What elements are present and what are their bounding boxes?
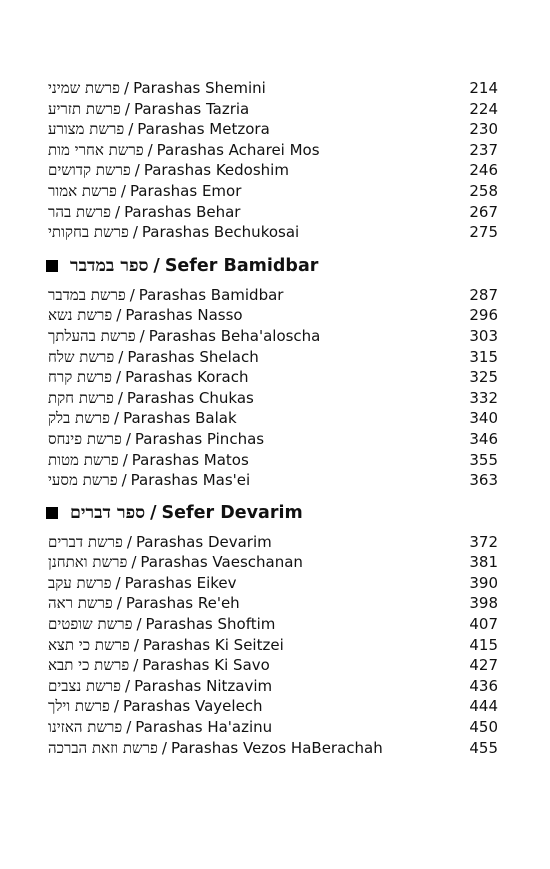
toc-row (48, 532, 498, 553)
toc-row (48, 140, 498, 161)
separator: / (133, 635, 139, 654)
page-number: 407 (469, 615, 498, 634)
separator: / (126, 532, 132, 551)
page-number: 390 (469, 573, 498, 592)
hebrew-title: פרשת אחרי מות (48, 140, 144, 159)
page-number: 444 (469, 697, 498, 716)
toc-row (48, 160, 498, 181)
separator: / (114, 409, 120, 428)
separator: / (120, 181, 126, 200)
separator: / (116, 368, 122, 387)
toc-row (48, 119, 498, 140)
hebrew-title: פרשת שמיני (48, 79, 121, 97)
english-title: Parashas Ki Savo (142, 656, 270, 675)
english-title: Parashas Nitzavim (134, 676, 273, 695)
separator: / (128, 120, 134, 139)
toc-group-bamidbar (48, 255, 498, 491)
toc-row (48, 676, 498, 697)
toc-row (48, 202, 498, 223)
separator: / (124, 79, 130, 97)
english-title: Parashas Shemini (133, 79, 266, 97)
hebrew-title: פרשת כי תבא (48, 656, 130, 675)
toc-row (48, 347, 498, 368)
separator: / (133, 656, 139, 675)
hebrew-title: פרשת עקב (48, 573, 112, 592)
separator: / (125, 429, 131, 448)
separator: / (161, 738, 167, 757)
toc-row (48, 635, 498, 656)
separator: / (115, 202, 121, 221)
separator: / (147, 140, 153, 159)
english-title: Parashas Nasso (125, 306, 243, 325)
section-english-title: Sefer Bamidbar (164, 255, 319, 276)
toc-row (48, 614, 498, 635)
english-title: Parashas Chukas (126, 388, 254, 407)
section-heading-devarim (48, 502, 498, 524)
page-number: 340 (469, 409, 498, 428)
page-number: 214 (469, 79, 498, 97)
hebrew-title: פרשת שלח (48, 347, 115, 366)
hebrew-title: פרשת בהר (48, 202, 111, 221)
toc-row (48, 655, 498, 676)
page-number: 303 (469, 326, 498, 345)
separator: / (124, 99, 130, 118)
hebrew-title: פרשת קרח (48, 368, 113, 387)
english-title: Parashas Behar (124, 202, 241, 221)
hebrew-title: פרשת במדבר (48, 285, 126, 304)
english-title: Parashas Ha'azinu (135, 718, 273, 737)
toc-row (48, 450, 498, 471)
hebrew-title: פרשת חקת (48, 388, 114, 407)
hebrew-title: פרשת וזאת הברכה (48, 738, 158, 757)
hebrew-title: פרשת שופטים (48, 615, 133, 634)
separator: / (116, 594, 122, 613)
separator: / (153, 255, 160, 276)
toc-row (48, 388, 498, 409)
toc-row (48, 181, 498, 202)
separator: / (132, 223, 138, 242)
hebrew-title: פרשת נצבים (48, 676, 122, 695)
hebrew-title: פרשת דברים (48, 532, 123, 551)
page-number: 355 (469, 450, 498, 469)
page-number: 450 (469, 718, 498, 737)
separator: / (126, 718, 132, 737)
hebrew-title: פרשת בלק (48, 409, 111, 428)
english-title: Parashas Bamidbar (138, 285, 284, 304)
toc-row (48, 326, 498, 347)
table-of-contents (48, 78, 498, 758)
toc-row (48, 78, 498, 99)
english-title: Parashas Matos (131, 450, 249, 469)
english-title: Parashas Kedoshim (143, 161, 289, 180)
english-title: Parashas Ki Seitzei (142, 635, 284, 654)
english-title: Parashas Beha'aloscha (148, 326, 321, 345)
english-title: Parashas Re'eh (125, 594, 240, 613)
hebrew-title: פרשת מטות (48, 450, 119, 469)
separator: / (131, 553, 137, 572)
page-number: 398 (469, 594, 498, 613)
page-number: 258 (469, 181, 498, 200)
separator: / (113, 697, 119, 716)
separator: / (118, 347, 124, 366)
hebrew-title: פרשת בחקותי (48, 223, 129, 242)
page-number: 275 (469, 223, 498, 242)
square-bullet-icon (46, 507, 58, 519)
page-number: 315 (469, 347, 498, 366)
toc-row (48, 717, 498, 738)
toc-row (48, 552, 498, 573)
english-title: Parashas Bechukosai (141, 223, 300, 242)
page-number: 230 (469, 120, 498, 139)
separator: / (121, 471, 127, 490)
page-number: 436 (469, 676, 498, 695)
hebrew-title: פרשת האזינו (48, 718, 123, 737)
page-number: 287 (469, 285, 498, 304)
hebrew-title: פרשת תזריע (48, 99, 121, 118)
separator: / (115, 573, 121, 592)
english-title: Parashas Devarim (135, 532, 272, 551)
hebrew-title: פרשת וילך (48, 697, 110, 716)
separator: / (139, 326, 145, 345)
page-number: 267 (469, 202, 498, 221)
page-number: 325 (469, 368, 498, 387)
hebrew-title: פרשת מסעי (48, 471, 118, 490)
english-title: Parashas Emor (129, 181, 242, 200)
hebrew-title: פרשת נשא (48, 306, 113, 325)
toc-row (48, 285, 498, 306)
page-number: 332 (469, 388, 498, 407)
toc-row (48, 367, 498, 388)
toc-row (48, 593, 498, 614)
separator: / (134, 161, 140, 180)
hebrew-title: פרשת ראה (48, 594, 113, 613)
page-number: 224 (469, 99, 498, 118)
square-bullet-icon (46, 260, 58, 272)
english-title: Parashas Shoftim (145, 615, 276, 634)
page-number: 372 (469, 532, 498, 551)
english-title: Parashas Eikev (124, 573, 237, 592)
hebrew-title: פרשת בהעלתך (48, 326, 136, 345)
hebrew-title: פרשת אמור (48, 181, 117, 200)
separator: / (125, 676, 131, 695)
english-title: Parashas Tazria (133, 99, 250, 118)
english-title: Parashas Acharei Mos (156, 140, 320, 159)
page-number: 296 (469, 306, 498, 325)
english-title: Parashas Balak (123, 409, 237, 428)
separator: / (122, 450, 128, 469)
english-title: Parashas Vayelech (122, 697, 263, 716)
page-number: 246 (469, 161, 498, 180)
page-number: 455 (469, 738, 498, 757)
separator: / (129, 285, 135, 304)
separator: / (136, 615, 142, 634)
section-hebrew-title: ספר דברים (70, 502, 146, 523)
english-title: Parashas Vezos HaBerachah (170, 738, 383, 757)
english-title: Parashas Vaeschanan (140, 553, 303, 572)
separator: / (150, 502, 157, 523)
toc-group-leviticus (48, 78, 498, 243)
toc-row (48, 408, 498, 429)
toc-row (48, 470, 498, 491)
page-number: 415 (469, 635, 498, 654)
hebrew-title: פרשת מצורע (48, 120, 125, 139)
toc-row (48, 305, 498, 326)
toc-row (48, 573, 498, 594)
page-number: 427 (469, 656, 498, 675)
english-title: Parashas Mas'ei (130, 471, 251, 490)
toc-row (48, 429, 498, 450)
separator: / (117, 388, 123, 407)
toc-row (48, 696, 498, 717)
hebrew-title: פרשת כי תצא (48, 635, 130, 654)
section-hebrew-title: ספר במדבר (70, 255, 149, 276)
hebrew-title: פרשת פינחס (48, 429, 122, 448)
section-english-title: Sefer Devarim (161, 502, 303, 523)
page-number: 237 (469, 140, 498, 159)
page-number: 381 (469, 553, 498, 572)
hebrew-title: פרשת ואתחנן (48, 553, 128, 572)
hebrew-title: פרשת קדושים (48, 161, 131, 180)
toc-row (48, 738, 498, 759)
toc-row (48, 99, 498, 120)
english-title: Parashas Metzora (137, 120, 270, 139)
english-title: Parashas Korach (125, 368, 249, 387)
toc-row (48, 222, 498, 243)
separator: / (116, 306, 122, 325)
page-number: 363 (469, 471, 498, 490)
english-title: Parashas Shelach (127, 347, 259, 366)
section-heading-bamidbar (48, 255, 498, 277)
page-number: 346 (469, 429, 498, 448)
toc-group-devarim (48, 502, 498, 759)
english-title: Parashas Pinchas (134, 429, 265, 448)
